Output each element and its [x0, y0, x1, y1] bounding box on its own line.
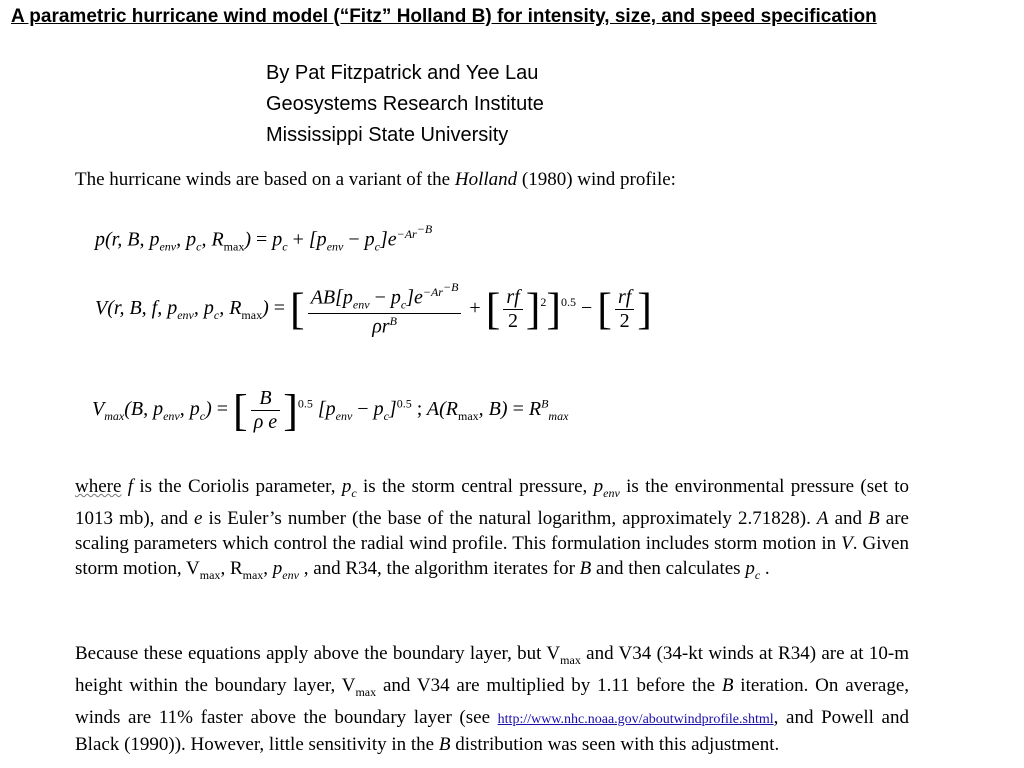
intro-text: The hurricane winds are based on a variant of the Holland (1980) wind profile:	[75, 169, 676, 190]
pressure-equation: p(r, B, $p_{env}$, $p_c$, $R_{max}) = p_c + [p_{env} - p_c]e^{-Ar^{-B}}$	[95, 222, 433, 254]
institute-line: Geosystems Research Institute	[266, 93, 544, 115]
wind-speed-equation: V(r, B, f, $p_{env}$, $p_c$, $R_{max}$) = [ $\frac{AB[p_{env} - p_c]e^{-Ar^{-B}}}{\rho r^B}$ + [ $\frac{rf}{2}$ ]$^2$]$^{0.5}$ − [ $\frac{rf}{2}$ ]	[95, 280, 652, 338]
slide-title: A parametric hurricane wind model (“Fitz” Holland B) for intensity, size, and speed specification	[11, 6, 877, 27]
university-line: Mississippi State University	[266, 124, 509, 146]
parameter-description: where f is the Coriolis parameter, $p_c$ is the storm central pressure, $p_{env}$ is the environmental pressure (set to 1013 mb), and e is Euler’s number (the base of the natural logarithm, approximately 2.71828). A and B are scaling parameters which control the radial wind profile. This formulation includes storm motion in V. Given storm motion, $V_{max}$, $R_{max}$, $p_{env}$ , and R34, the algorithm iterates for B and then calculates $p_c$ .	[75, 476, 909, 582]
max-wind-equation: $V_{max}(B$, $p_{env}$, $p_c$) = [ $\frac{B}{\text{ρ e}}$ ]$^{0.5}$ $[p_{env} - p_c]^{0.5}$ ; $A(R_{max}$, $B) = R^B_{max}$	[92, 386, 569, 435]
author-line: By Pat Fitzpatrick and Yee Lau	[266, 62, 539, 84]
boundary-layer-note: Because these equations apply above the boundary layer, but $V_{max}$ and V34 (34-kt winds at R34) are at 10-m height within the boundary layer, $V_{max}$ and V34 are multiplied by 1.11 before the B iteration. On average, winds are 11% faster above the boundary layer (see http://www.nhc.noaa.gov/aboutwindprofile.shtml, and Powell and Black (1990)). However, little sensitivity in the B distribution was seen with this adjustment.	[75, 643, 910, 755]
author-block	[266, 58, 544, 151]
nhc-wind-profile-link[interactable]: http://www.nhc.noaa.gov/aboutwindprofile.shtml	[497, 711, 774, 727]
